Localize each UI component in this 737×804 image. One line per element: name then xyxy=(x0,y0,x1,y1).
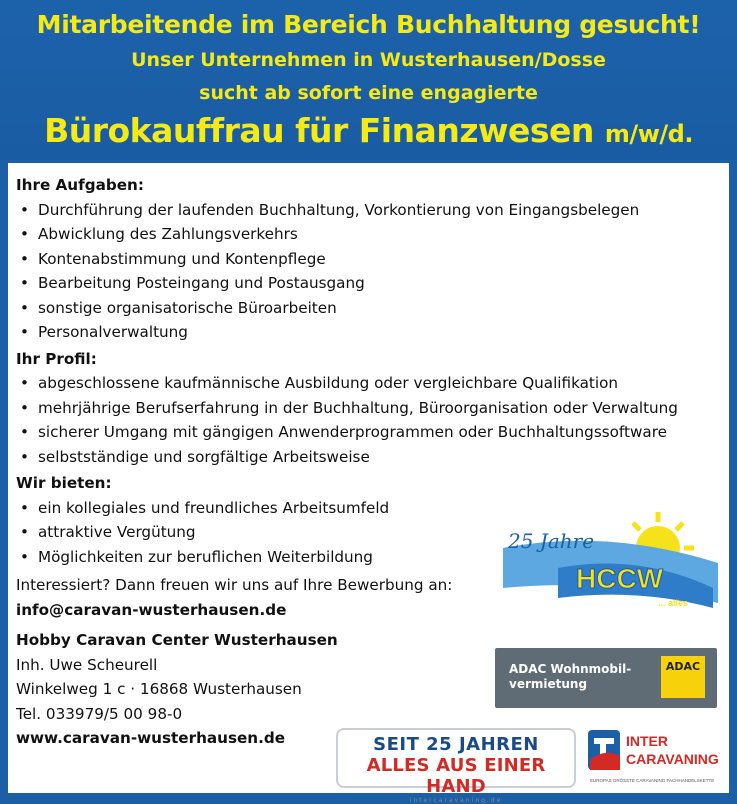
hccw-jubilee-logo xyxy=(498,508,723,618)
company-phone: Tel. 033979/5 00 98-0 xyxy=(16,704,183,723)
list-item: • ein kollegiales und freundliches Arbeitsumfeld xyxy=(16,496,716,521)
subheadline-seeking: sucht ab sofort eine engagierte xyxy=(199,82,538,104)
list-item: • mehrjährige Berufserfahrung in der Buchhaltung, Büroorganisation oder Verwaltung xyxy=(16,396,716,421)
list-item: • Möglichkeiten zur beruflichen Weiterbildung xyxy=(16,545,716,570)
list-item: • sicherer Umgang mit gängigen Anwenderprogrammen oder Buchhaltungssoftware xyxy=(16,420,716,445)
seit-25-jahren-badge xyxy=(336,728,576,804)
list-item: • Abwicklung des Zahlungsverkehrs xyxy=(16,222,716,247)
job-title-gender: m/w/d. xyxy=(604,120,693,148)
list-profil xyxy=(16,371,716,469)
section-heading-aufgaben: Ihre Aufgaben: xyxy=(16,176,144,194)
adac-badge-text xyxy=(509,662,631,692)
company-name: Hobby Caravan Center Wusterhausen xyxy=(16,631,338,649)
section-heading-bieten: Wir bieten: xyxy=(16,474,112,492)
seit-line1: SEIT 25 JAHREN xyxy=(373,734,539,755)
contact-intro: Interessiert? Dann freuen wir uns auf Ihre Bewerbung an: xyxy=(16,576,453,594)
company-owner: Inh. Uwe Scheurell xyxy=(16,655,158,674)
inter-text: INTER xyxy=(626,733,668,749)
subheadline-company: Unser Unternehmen in Wusterhausen/Dosse xyxy=(131,49,606,71)
list-item: • abgeschlossene kaufmännische Ausbildung oder vergleichbare Qualifikation xyxy=(16,371,716,396)
list-item: • Kontenabstimmung und Kontenpflege xyxy=(16,247,716,272)
list-item: • Durchführung der laufenden Buchhaltung, Vorkontierung von Eingangsbelegen xyxy=(16,198,716,223)
ad-body xyxy=(8,163,729,804)
inter-tagline: EUROPAS GRÖSSTE CARAVANING FACHHANDELSKETTE xyxy=(590,778,715,783)
hccw-text: HCCW xyxy=(576,563,664,594)
list-item: • sonstige organisatorische Büroarbeiten xyxy=(16,296,716,321)
inter-caravaning-logo xyxy=(586,726,721,788)
headline: Mitarbeitende im Bereich Buchhaltung gesucht! xyxy=(36,10,701,39)
ad-header xyxy=(0,0,737,160)
adac-text-line1: ADAC Wohnmobil- xyxy=(509,662,632,676)
list-item: • selbstständige und sorgfältige Arbeitsweise xyxy=(16,445,716,470)
hccw-sub-text: ... alles xyxy=(658,598,689,608)
list-item: • Bearbeitung Posteingang und Postausgang xyxy=(16,271,716,296)
list-aufgaben xyxy=(16,198,716,345)
job-title-text: Bürokauffrau für Finanzwesen xyxy=(44,111,594,150)
adac-logo: ADAC xyxy=(661,656,705,698)
jubilee-text: 25 Jahre xyxy=(508,529,595,553)
list-item: • attraktive Vergütung xyxy=(16,520,716,545)
company-website-link[interactable]: www.caravan-wusterhausen.de xyxy=(16,729,286,747)
contact-email-link[interactable]: info@caravan-wusterhausen.de xyxy=(16,600,287,619)
adac-badge xyxy=(495,648,717,708)
list-item: • Personalverwaltung xyxy=(16,320,716,345)
seit-line2: ALLES AUS EINER HAND xyxy=(366,755,546,797)
adac-text-line2: vermietung xyxy=(509,677,588,691)
caravaning-text: CARAVANING xyxy=(626,751,719,767)
company-address: Winkelweg 1 c · 16868 Wusterhausen xyxy=(16,680,302,698)
section-heading-profil: Ihr Profil: xyxy=(16,349,97,368)
seit-line3: intercaravaning.de xyxy=(409,797,503,804)
job-title xyxy=(0,111,737,150)
